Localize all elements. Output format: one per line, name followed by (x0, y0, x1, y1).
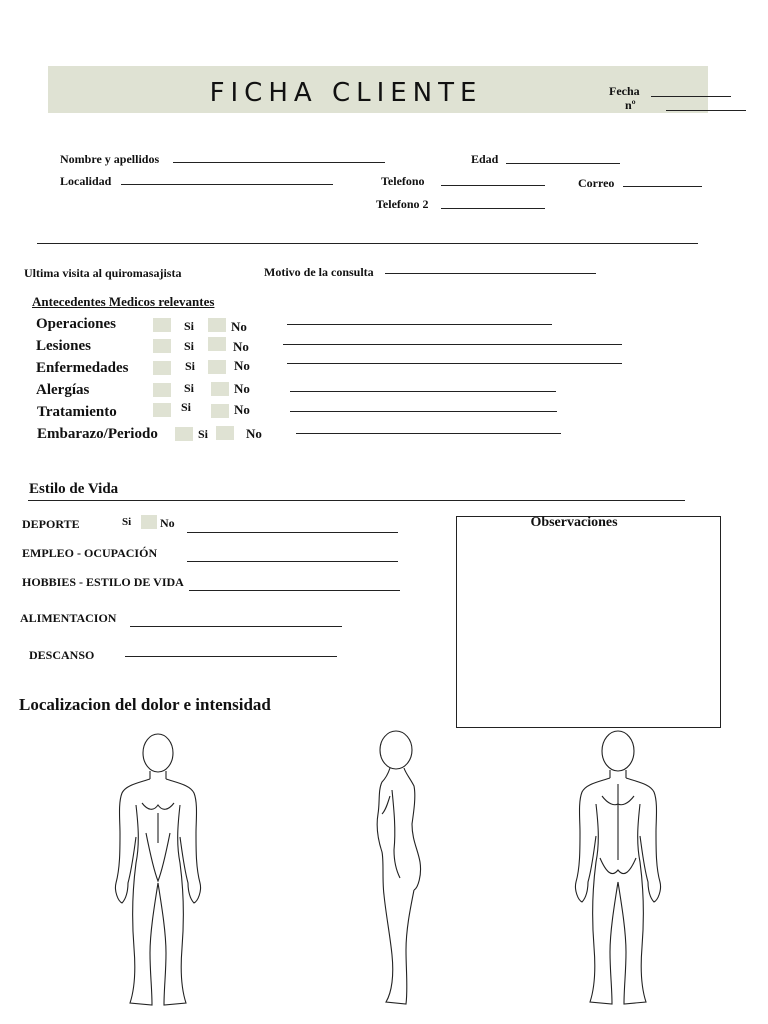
empleo-label: EMPLEO - OCUPACIÓN (22, 546, 158, 560)
embarazo-no-label: No (246, 426, 262, 441)
alergias-si-checkbox[interactable] (153, 383, 171, 397)
embarazo-field[interactable] (296, 433, 561, 434)
section-divider (37, 243, 698, 244)
embarazo-si-label: Si (198, 427, 209, 441)
tratamiento-no-checkbox[interactable] (211, 404, 229, 418)
nombre-label: Nombre y apellidos (60, 152, 160, 166)
ultima-visita-label: Ultima visita al quiromasajista (24, 266, 182, 280)
lesiones-no-label: No (233, 339, 249, 354)
enfermedades-si-label: Si (185, 359, 196, 373)
lesiones-field[interactable] (283, 344, 622, 345)
item-enfermedades-label: Enfermedades (36, 360, 129, 376)
item-lesiones-label: Lesiones (36, 338, 92, 354)
enfermedades-field[interactable] (287, 363, 622, 364)
telefono2-label: Telefono 2 (376, 197, 429, 211)
enfermedades-no-label: No (234, 358, 250, 373)
tratamiento-si-label: Si (181, 400, 192, 414)
deporte-label: DEPORTE (22, 517, 80, 531)
form-title: FICHA CLIENTE (209, 78, 483, 108)
localidad-label: Localidad (60, 174, 112, 188)
lesiones-no-checkbox[interactable] (208, 337, 226, 351)
numero-field[interactable] (666, 110, 746, 111)
edad-field[interactable] (506, 163, 620, 164)
observaciones-box[interactable] (456, 516, 721, 728)
body-side-icon[interactable] (368, 730, 438, 1014)
hobbies-label: HOBBIES - ESTILO DE VIDA (22, 575, 184, 589)
enfermedades-no-checkbox[interactable] (208, 360, 226, 374)
operaciones-si-label: Si (184, 319, 195, 333)
alimentacion-field[interactable] (130, 626, 342, 627)
tratamiento-si-checkbox[interactable] (153, 403, 171, 417)
alergias-no-label: No (234, 381, 250, 396)
item-alergias-label: Alergías (36, 382, 90, 398)
estilo-heading: Estilo de Vida (29, 481, 119, 497)
embarazo-si-checkbox[interactable] (175, 427, 193, 441)
antecedentes-heading: Antecedentes Medicos relevantes (32, 294, 215, 309)
operaciones-field[interactable] (287, 324, 552, 325)
fecha-label: Fecha (609, 84, 640, 98)
estilo-divider (28, 500, 685, 501)
tratamiento-no-label: No (234, 402, 250, 417)
fecha-field[interactable] (651, 96, 731, 97)
descanso-label: DESCANSO (29, 648, 95, 662)
alergias-si-label: Si (184, 381, 195, 395)
deporte-no-label: No (160, 516, 175, 530)
deporte-field[interactable] (187, 532, 398, 533)
body-back-icon[interactable] (560, 730, 674, 1014)
telefono-field[interactable] (441, 185, 545, 186)
localidad-field[interactable] (121, 184, 333, 185)
lesiones-si-label: Si (184, 339, 195, 353)
edad-label: Edad (471, 152, 499, 166)
deporte-checkbox[interactable] (141, 515, 157, 529)
correo-label: Correo (578, 176, 615, 190)
tratamiento-field[interactable] (290, 411, 557, 412)
lesiones-si-checkbox[interactable] (153, 339, 171, 353)
alergias-field[interactable] (290, 391, 556, 392)
motivo-label: Motivo de la consulta (264, 265, 374, 279)
alimentacion-label: ALIMENTACION (20, 611, 117, 625)
motivo-field[interactable] (385, 273, 596, 274)
embarazo-no-checkbox[interactable] (216, 426, 234, 440)
operaciones-no-label: No (231, 319, 247, 334)
item-operaciones-label: Operaciones (36, 316, 116, 332)
hobbies-field[interactable] (189, 590, 400, 591)
item-embarazo-label: Embarazo/Periodo (37, 426, 158, 442)
telefono2-field[interactable] (441, 208, 545, 209)
telefono-label: Telefono (381, 174, 425, 188)
enfermedades-si-checkbox[interactable] (153, 361, 171, 375)
operaciones-si-checkbox[interactable] (153, 318, 171, 332)
dolor-heading: Localizacion del dolor e intensidad (19, 695, 271, 714)
empleo-field[interactable] (187, 561, 398, 562)
numero-label: nº (625, 98, 636, 112)
deporte-si-label: Si (122, 516, 132, 528)
correo-field[interactable] (623, 186, 702, 187)
item-tratamiento-label: Tratamiento (37, 404, 117, 420)
nombre-field[interactable] (173, 162, 385, 163)
alergias-no-checkbox[interactable] (211, 382, 229, 396)
descanso-field[interactable] (125, 656, 337, 657)
operaciones-no-checkbox[interactable] (208, 318, 226, 332)
observaciones-heading: Observaciones (530, 515, 618, 530)
body-front-icon[interactable] (108, 733, 222, 1013)
